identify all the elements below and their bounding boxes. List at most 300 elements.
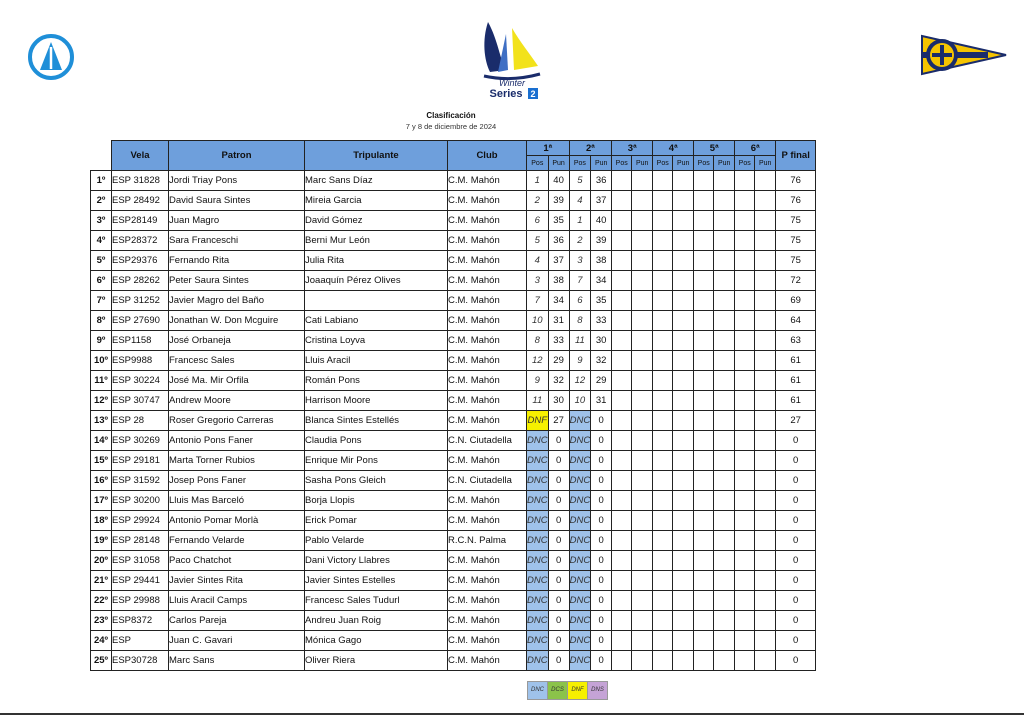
race-3-pos-cell [612,251,632,271]
race-4-points-cell [673,411,694,431]
final-points-cell: 64 [776,311,816,331]
race-3-pos-cell [612,551,632,571]
patron-cell: David Saura Sintes [169,191,305,211]
table-row [91,591,816,611]
final-points-cell: 75 [776,231,816,251]
race-5-pos-cell [694,651,714,671]
race-6-points-cell [755,551,776,571]
race-1-pos-cell: 6 [527,211,549,231]
vela-cell: ESP29376 [112,251,169,271]
final-points-cell: 0 [776,511,816,531]
race-5-pos-cell [694,191,714,211]
race-6-pos-cell [735,271,755,291]
rank-cell: 22º [91,591,112,611]
final-points-cell: 63 [776,331,816,351]
race-1-pos-cell: DNC [527,591,549,611]
race-1-pos-cell: DNC [527,471,549,491]
tripulante-cell [305,291,448,311]
race-1-points-cell: 0 [548,571,569,591]
table-row [91,571,816,591]
race-6-header: 6ª [735,141,776,156]
race-3-points-cell [632,211,653,231]
results-table [90,140,816,671]
race-4-pos-cell [653,231,673,251]
race-5-points-cell [714,191,735,211]
final-points-cell: 0 [776,531,816,551]
race-2-points-cell: 35 [591,291,612,311]
race-6-pos-cell [735,251,755,271]
rank-cell: 8º [91,311,112,331]
race-4-points-cell [673,611,694,631]
rank-cell: 3º [91,211,112,231]
race-5-pos-cell [694,451,714,471]
table-row [91,451,816,471]
race-6-pos-cell [735,591,755,611]
race-3-points-cell [632,631,653,651]
race-2-pos-cell: DNC [569,611,591,631]
race-4-pos-cell [653,551,673,571]
race-6-pos-cell [735,511,755,531]
race-3-header: 3ª [612,141,653,156]
rank-cell: 14º [91,431,112,451]
patron-cell: Jonathan W. Don Mcguire [169,311,305,331]
race-1-points-cell: 33 [548,331,569,351]
race-2-pos-cell: DNC [569,491,591,511]
tripulante-header: Tripulante [305,141,448,171]
race-2-points-cell: 0 [591,551,612,571]
race-1-pos-cell: 1 [527,171,549,191]
race-2-pos-cell: 2 [569,231,591,251]
tripulante-cell: Cati Labiano [305,311,448,331]
legend-item-dns: DNS [587,681,608,700]
race-1-header: 1ª [527,141,570,156]
race-6-pos-cell [735,571,755,591]
race-6-points-cell [755,411,776,431]
vela-cell: ESP 29988 [112,591,169,611]
table-row [91,651,816,671]
rank-cell: 25º [91,651,112,671]
race-3-points-cell [632,291,653,311]
race-5-points-cell [714,611,735,631]
race-3-pos-cell [612,351,632,371]
final-points-cell: 0 [776,451,816,471]
race-5-points-cell [714,371,735,391]
race-1-points-cell: 35 [548,211,569,231]
race-4-pos-cell [653,511,673,531]
race-5-pos-cell [694,231,714,251]
race-1-pos-cell: DNC [527,431,549,451]
race-4-points-cell [673,551,694,571]
race-6-pun-header: Pun [755,156,776,171]
race-3-points-cell [632,251,653,271]
race-1-points-cell: 38 [548,271,569,291]
race-1-pos-cell: DNC [527,611,549,631]
tripulante-cell: Javier Sintes Estelles [305,571,448,591]
race-2-pos-header: Pos [569,156,591,171]
race-1-pos-cell: 10 [527,311,549,331]
race-4-pun-header: Pun [673,156,694,171]
race-1-points-cell: 0 [548,651,569,671]
race-4-points-cell [673,391,694,411]
race-4-points-cell [673,431,694,451]
final-points-cell: 27 [776,411,816,431]
tripulante-cell: Erick Pomar [305,511,448,531]
race-3-pos-cell [612,611,632,631]
race-5-points-cell [714,511,735,531]
race-1-points-cell: 0 [548,551,569,571]
race-4-pos-cell [653,191,673,211]
final-points-cell: 76 [776,191,816,211]
race-4-pos-cell [653,611,673,631]
patron-cell: Lluis Aracil Camps [169,591,305,611]
race-5-points-cell [714,211,735,231]
race-4-pos-cell [653,531,673,551]
race-2-points-cell: 39 [591,231,612,251]
race-1-pos-cell: 12 [527,351,549,371]
race-6-pos-cell [735,391,755,411]
race-4-header: 4ª [653,141,694,156]
patron-header: Patron [169,141,305,171]
race-2-header: 2ª [569,141,612,156]
race-2-pos-cell: DNC [569,451,591,471]
race-5-points-cell [714,251,735,271]
race-6-points-cell [755,611,776,631]
race-5-pos-cell [694,251,714,271]
race-2-pos-cell: 11 [569,331,591,351]
race-2-pun-header: Pun [591,156,612,171]
race-2-pos-cell: 1 [569,211,591,231]
race-6-pos-cell [735,651,755,671]
winter-series-logo [478,20,544,100]
race-2-pos-cell: DNC [569,471,591,491]
patron-cell: Josep Pons Faner [169,471,305,491]
race-2-pos-cell: DNC [569,591,591,611]
race-3-points-cell [632,311,653,331]
race-6-points-cell [755,391,776,411]
race-3-points-cell [632,331,653,351]
race-3-pos-cell [612,531,632,551]
race-5-header: 5ª [694,141,735,156]
race-3-points-cell [632,471,653,491]
race-4-pos-cell [653,431,673,451]
tripulante-cell: Harrison Moore [305,391,448,411]
race-1-points-cell: 37 [548,251,569,271]
race-3-points-cell [632,411,653,431]
race-5-points-cell [714,491,735,511]
club-header: Club [448,141,527,171]
page-bottom-divider [0,713,1024,715]
club-cell: C.M. Mahón [448,331,527,351]
race-3-pos-cell [612,651,632,671]
tripulante-cell: Joaaquín Pérez Olives [305,271,448,291]
race-4-pos-cell [653,651,673,671]
vela-cell: ESP 31058 [112,551,169,571]
race-3-points-cell [632,451,653,471]
svg-text:Winter: Winter [499,78,525,88]
race-2-points-cell: 0 [591,491,612,511]
race-6-pos-cell [735,351,755,371]
patron-cell: Juan Magro [169,211,305,231]
race-3-pun-header: Pun [632,156,653,171]
race-5-pos-cell [694,511,714,531]
race-6-pos-cell [735,291,755,311]
race-3-points-cell [632,271,653,291]
race-2-pos-cell: DNC [569,531,591,551]
race-4-pos-cell [653,591,673,611]
race-6-pos-cell [735,231,755,251]
final-points-cell: 72 [776,271,816,291]
race-2-points-cell: 34 [591,271,612,291]
vela-cell: ESP 28262 [112,271,169,291]
table-row [91,471,816,491]
final-points-cell: 75 [776,251,816,271]
race-3-points-cell [632,491,653,511]
final-points-header: P final [776,141,816,171]
race-4-pos-cell [653,251,673,271]
race-4-points-cell [673,491,694,511]
race-1-pos-cell: 5 [527,231,549,251]
race-5-points-cell [714,311,735,331]
race-2-pos-cell: DNC [569,571,591,591]
race-5-pos-cell [694,391,714,411]
race-3-points-cell [632,371,653,391]
rank-cell: 21º [91,571,112,591]
club-cell: C.M. Mahón [448,451,527,471]
race-2-points-cell: 0 [591,611,612,631]
race-2-pos-cell: 7 [569,271,591,291]
race-5-points-cell [714,631,735,651]
vela-cell: ESP 31828 [112,171,169,191]
final-points-cell: 0 [776,591,816,611]
race-5-points-cell [714,551,735,571]
patron-cell: Carlos Pareja [169,611,305,631]
club-cell: C.N. Ciutadella [448,471,527,491]
club-cell: C.M. Mahón [448,291,527,311]
race-4-points-cell [673,171,694,191]
table-row [91,271,816,291]
patron-cell: Andrew Moore [169,391,305,411]
race-5-points-cell [714,331,735,351]
race-4-pos-cell [653,351,673,371]
race-4-pos-cell [653,171,673,191]
rank-cell: 17º [91,491,112,511]
race-6-pos-cell [735,631,755,651]
race-2-pos-cell: 9 [569,351,591,371]
tripulante-cell: Cristina Loyva [305,331,448,351]
race-1-pos-cell: DNC [527,651,549,671]
race-6-pos-cell [735,191,755,211]
race-6-pos-cell [735,431,755,451]
race-5-pos-cell [694,591,714,611]
race-1-pos-cell: DNC [527,491,549,511]
race-2-pos-cell: 10 [569,391,591,411]
race-1-points-cell: 0 [548,431,569,451]
tripulante-cell: Berni Mur León [305,231,448,251]
race-5-pos-cell [694,371,714,391]
race-3-points-cell [632,611,653,631]
race-4-pos-cell [653,471,673,491]
table-row [91,491,816,511]
race-6-points-cell [755,331,776,351]
table-row [91,171,816,191]
race-3-pos-cell [612,391,632,411]
race-4-points-cell [673,511,694,531]
race-3-points-cell [632,431,653,451]
vela-cell: ESP8372 [112,611,169,631]
race-5-points-cell [714,271,735,291]
race-1-points-cell: 0 [548,531,569,551]
race-3-points-cell [632,171,653,191]
table-row [91,211,816,231]
rank-cell: 13º [91,411,112,431]
race-2-points-cell: 32 [591,351,612,371]
race-4-points-cell [673,251,694,271]
rank-header [91,141,112,171]
race-1-pos-cell: 3 [527,271,549,291]
race-6-points-cell [755,451,776,471]
race-1-points-cell: 32 [548,371,569,391]
final-points-cell: 61 [776,371,816,391]
tripulante-cell: Dani Victory Llabres [305,551,448,571]
race-6-points-cell [755,651,776,671]
table-row [91,631,816,651]
vela-cell: ESP 31252 [112,291,169,311]
race-3-pos-cell [612,171,632,191]
race-3-pos-cell [612,411,632,431]
tripulante-cell: Blanca Sintes Estellés [305,411,448,431]
race-1-pos-cell: 7 [527,291,549,311]
race-5-points-cell [714,651,735,671]
legend-item-dcs: DCS [547,681,568,700]
race-1-pos-cell: DNC [527,531,549,551]
club-cell: C.N. Ciutadella [448,431,527,451]
race-6-pos-cell [735,551,755,571]
race-6-pos-cell [735,411,755,431]
club-cell: C.M. Mahón [448,211,527,231]
race-4-points-cell [673,591,694,611]
race-6-pos-cell [735,491,755,511]
rank-cell: 5º [91,251,112,271]
race-6-points-cell [755,311,776,331]
race-3-points-cell [632,351,653,371]
race-1-points-cell: 0 [548,511,569,531]
race-6-points-cell [755,531,776,551]
event-date: 7 y 8 de diciembre de 2024 [405,122,497,131]
tripulante-cell: Lluis Aracil [305,351,448,371]
tripulante-cell: Francesc Sales Tudurl [305,591,448,611]
race-2-points-cell: 40 [591,211,612,231]
race-2-pos-cell: 6 [569,291,591,311]
race-4-pos-header: Pos [653,156,673,171]
race-2-points-cell: 0 [591,571,612,591]
race-3-pos-cell [612,311,632,331]
race-2-points-cell: 0 [591,451,612,471]
race-3-pos-cell [612,371,632,391]
race-1-points-cell: 0 [548,491,569,511]
race-5-points-cell [714,231,735,251]
race-4-points-cell [673,291,694,311]
club-cell: C.M. Mahón [448,551,527,571]
race-6-pos-cell [735,611,755,631]
vela-cell: ESP 28148 [112,531,169,551]
race-6-points-cell [755,431,776,451]
race-3-pos-header: Pos [612,156,632,171]
race-5-pos-cell [694,291,714,311]
race-6-pos-cell [735,171,755,191]
final-points-cell: 61 [776,391,816,411]
svg-text:Series: Series [489,88,523,100]
club-cell: C.M. Mahón [448,571,527,591]
legend-item-dnf: DNF [567,681,588,700]
page-title: Clasificación [426,111,476,120]
race-6-pos-cell [735,311,755,331]
race-4-pos-cell [653,211,673,231]
race-5-pos-cell [694,491,714,511]
race-2-points-cell: 30 [591,331,612,351]
vela-cell: ESP30728 [112,651,169,671]
final-points-cell: 0 [776,551,816,571]
legend-item-dnc: DNC [527,681,548,700]
table-row [91,531,816,551]
vela-cell: ESP 30269 [112,431,169,451]
tripulante-cell: Borja Llopis [305,491,448,511]
final-points-cell: 69 [776,291,816,311]
table-row [91,611,816,631]
table-row [91,371,816,391]
race-3-points-cell [632,651,653,671]
race-3-pos-cell [612,291,632,311]
race-3-pos-cell [612,571,632,591]
vela-cell: ESP 27690 [112,311,169,331]
race-4-pos-cell [653,291,673,311]
tripulante-cell: Marc Sans Díaz [305,171,448,191]
patron-cell: Fernando Velarde [169,531,305,551]
race-1-points-cell: 36 [548,231,569,251]
race-6-points-cell [755,351,776,371]
patron-cell: Paco Chatchot [169,551,305,571]
race-1-pos-header: Pos [527,156,549,171]
vela-header: Vela [112,141,169,171]
race-2-pos-cell: DNC [569,431,591,451]
status-legend [527,681,607,700]
final-points-cell: 0 [776,571,816,591]
race-1-points-cell: 39 [548,191,569,211]
race-5-pos-cell [694,471,714,491]
race-5-points-cell [714,531,735,551]
race-4-pos-cell [653,631,673,651]
race-2-pos-cell: DNC [569,511,591,531]
race-1-points-cell: 0 [548,631,569,651]
race-3-pos-cell [612,511,632,531]
race-5-pos-cell [694,311,714,331]
race-1-pos-cell: 2 [527,191,549,211]
race-2-points-cell: 0 [591,631,612,651]
final-points-cell: 0 [776,431,816,451]
final-points-cell: 0 [776,491,816,511]
patron-cell: Jordi Triay Pons [169,171,305,191]
tripulante-cell: Claudia Pons [305,431,448,451]
race-6-points-cell [755,371,776,391]
race-2-points-cell: 0 [591,531,612,551]
race-1-points-cell: 0 [548,451,569,471]
race-4-points-cell [673,631,694,651]
club-cell: C.M. Mahón [448,171,527,191]
race-5-points-cell [714,591,735,611]
vela-cell: ESP 28 [112,411,169,431]
club-cell: C.M. Mahón [448,191,527,211]
race-5-points-cell [714,451,735,471]
rank-cell: 12º [91,391,112,411]
